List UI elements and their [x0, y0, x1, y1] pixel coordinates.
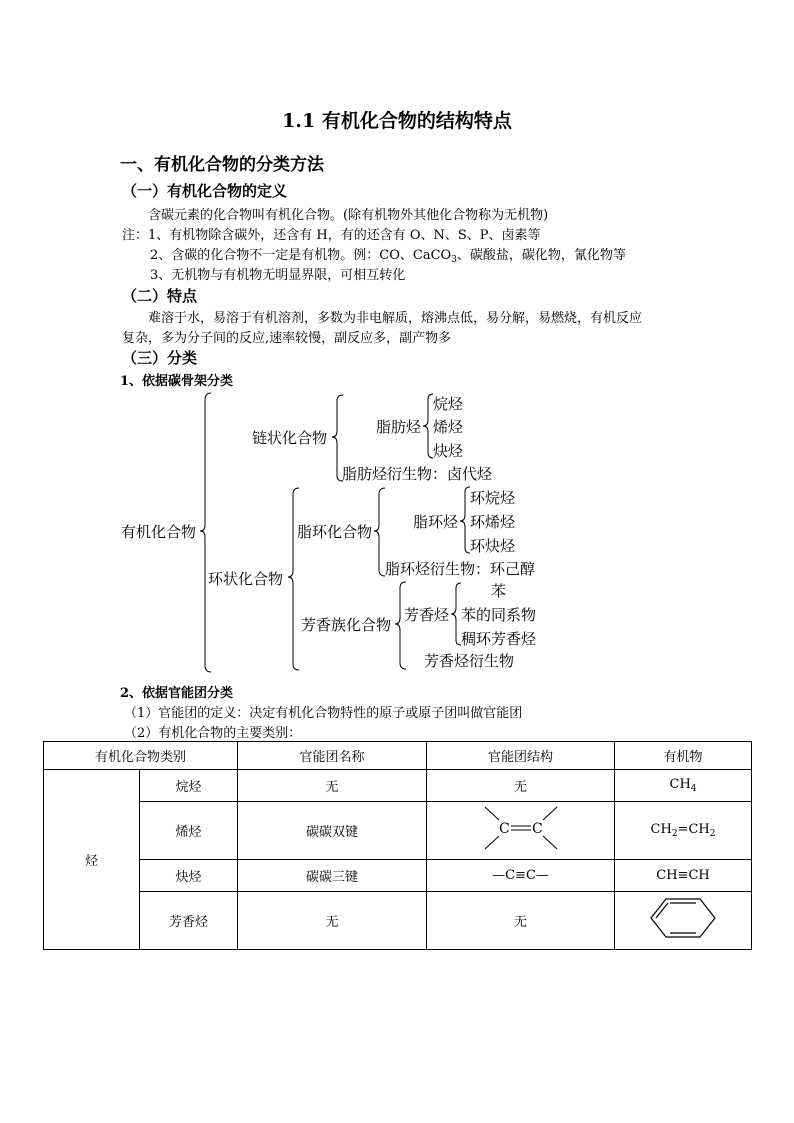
- tree-aliphatic-hc: 脂肪烃: [376, 418, 422, 436]
- features-line-2: 复杂，多为分子间的反应,速率较慢，副反应多，副产物多: [122, 331, 452, 346]
- example-cell: [615, 891, 752, 949]
- bracket-ring: [288, 488, 299, 670]
- fg-struct-cell: [427, 802, 615, 859]
- heading-by-skeleton: 1、依据碳骨架分类: [120, 374, 234, 389]
- tree-aromatic-hc: 芳香烃: [404, 606, 450, 624]
- definition-text: 含碳元素的化合物叫有机化合物。(除有机物外其他化合物称为无机物): [148, 208, 549, 223]
- heading-features: （二）特点: [122, 287, 198, 305]
- note-2: 2、含碳的化合物不一定是有机物。例：CO、CaCO$_3$、碳酸盐，碳化物，氰化物等: [150, 248, 626, 265]
- bracket-aromatic: [395, 582, 406, 669]
- fg-struct-cell: 无: [427, 770, 615, 802]
- tree-aromatic-deriv: 芳香烃衍生物: [424, 652, 515, 670]
- bracket-aromatic-hc: [451, 583, 461, 645]
- class-cell: 烯烃: [140, 802, 238, 859]
- bracket-alicyclic-hc: [460, 487, 470, 553]
- fg-struct-cell: —C≡C—: [427, 859, 615, 891]
- section-heading-classification: 一、有机化合物的分类方法: [120, 155, 324, 175]
- fg-name-cell: 无: [238, 770, 427, 802]
- functional-group-table: [43, 741, 752, 950]
- class-cell: 芳香烃: [140, 891, 238, 949]
- tree-aliphatic-deriv: 脂肪烃衍生物：卤代烃: [342, 465, 493, 483]
- tree-alkyne: 炔烃: [433, 442, 464, 460]
- features-line-1: 难溶于水，易溶于有机溶剂，多数为非电解质，熔沸点低，易分解，易燃烧，有机反应: [148, 311, 643, 326]
- table-row: [44, 802, 752, 859]
- fg-name-cell: 碳碳双键: [238, 802, 427, 859]
- fg-name-cell: 无: [238, 891, 427, 949]
- class-cell: 炔烃: [140, 859, 238, 891]
- tree-cycloalkene: 环烯烃: [470, 513, 516, 531]
- tree-alicyclic: 脂环化合物: [297, 523, 373, 541]
- tree-alkene: 烯烃: [433, 418, 464, 436]
- tree-aromatic: 芳香族化合物: [301, 616, 392, 634]
- tree-chain: 链状化合物: [252, 429, 328, 447]
- svg-text:C: C: [531, 821, 543, 838]
- tree-fused: 稠环芳香烃: [461, 630, 537, 648]
- class-cell: 烷烃: [140, 770, 238, 802]
- heading-classify: （三）分类: [122, 349, 198, 367]
- header-example: 有机物: [615, 742, 752, 770]
- fg-name-cell: 碳碳三键: [238, 859, 427, 891]
- table-row: [44, 859, 752, 891]
- table-row: [44, 770, 752, 802]
- fg-struct-cell: 无: [427, 891, 615, 949]
- tree-alicyclic-deriv: 脂环烃衍生物：环己醇: [385, 560, 536, 578]
- svg-text:C: C: [498, 821, 510, 838]
- bracket-alicyclic: [374, 488, 385, 576]
- alkene-double-bond-icon: [481, 803, 561, 853]
- benzene-ring-icon: [648, 896, 718, 940]
- header-fg-name: 官能团名称: [238, 742, 427, 770]
- example-cell: $CH_2=CH_2$: [615, 802, 752, 859]
- tree-root: 有机化合物: [121, 523, 197, 541]
- tree-homolog: 苯的同系物: [461, 606, 537, 624]
- fg-definition: （1）官能团的定义：决定有机化合物特性的原子或原子团叫做官能团: [124, 706, 523, 721]
- heading-by-fg: 2、依据官能团分类: [120, 686, 234, 701]
- example-cell: $CH_4$: [615, 770, 752, 802]
- tree-benzene: 苯: [491, 582, 507, 600]
- bracket-aliphatic-hc: [423, 394, 433, 458]
- group-cell: 烃: [44, 770, 140, 950]
- table-row: [44, 891, 752, 949]
- heading-definition: （一）有机化合物的定义: [122, 182, 288, 200]
- tree-alicyclic-hc: 脂环烃: [413, 513, 459, 531]
- tree-cycloalkyne: 环炔烃: [470, 537, 516, 555]
- header-fg-struct: 官能团结构: [427, 742, 615, 770]
- tree-alkane: 烷烃: [433, 395, 464, 413]
- note-3: 3、无机物与有机物无明显界限，可相互转化: [150, 268, 406, 283]
- page-title: 1.1 有机化合物的结构特点: [282, 110, 512, 132]
- tree-cycloalkane: 环烷烃: [470, 489, 516, 507]
- note-1: 注：1、有机物除含碳外，还含有 H，有的还含有 O、N、S、P、卤素等: [122, 228, 541, 243]
- example-cell: CH≡CH: [615, 859, 752, 891]
- header-class: 有机化合物类别: [44, 742, 238, 770]
- fg-types-intro: （2）有机化合物的主要类别：: [124, 726, 302, 741]
- bracket-root: [200, 393, 211, 672]
- tree-ring: 环状化合物: [208, 570, 284, 588]
